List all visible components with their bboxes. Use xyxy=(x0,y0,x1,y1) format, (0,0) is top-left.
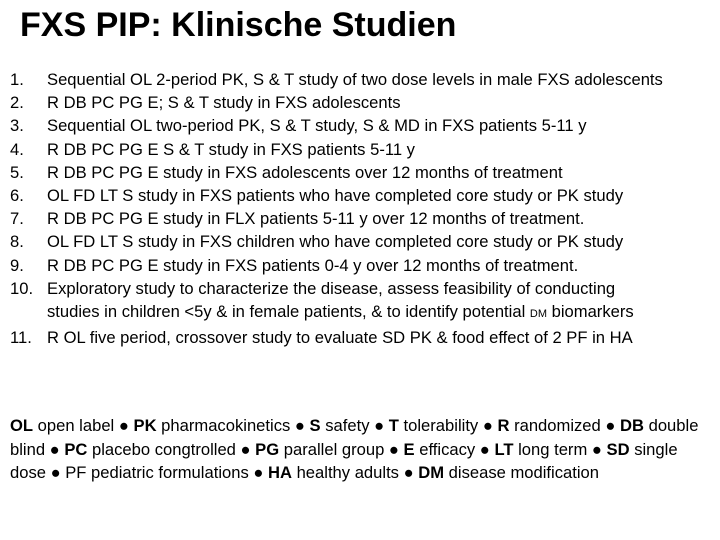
item-text: R DB PC PG E study in FLX patients 5-11 y over 12 months of treatment. xyxy=(47,209,585,229)
legend-def: long term ● xyxy=(513,439,607,459)
list-item xyxy=(10,161,716,184)
legend-abbr: DB xyxy=(620,416,644,435)
item-number: 9. xyxy=(10,255,24,275)
legend-abbr: PC xyxy=(64,439,88,459)
list-item xyxy=(10,207,716,230)
legend-def: disease modification xyxy=(444,463,600,482)
item-text: R DB PC PG E; S & T study in FXS adolescents xyxy=(47,93,401,113)
list-item xyxy=(10,230,716,253)
legend-abbr: DM xyxy=(418,463,445,482)
item-number: 10. xyxy=(10,278,34,298)
legend-abbr: R xyxy=(497,416,510,435)
legend-def: placebo congtrolled ● xyxy=(87,439,256,459)
legend-abbr: OL xyxy=(10,416,34,435)
legend-abbr: S xyxy=(309,416,321,435)
item-number: 11. xyxy=(10,328,32,348)
legend-def: randomized ● xyxy=(509,416,621,435)
item-text: OL FD LT S study in FXS children who have completed core study or PK study xyxy=(47,232,624,252)
item-text: R OL five period, crossover study to evaluate SD PK & food effect of 2 PF in HA xyxy=(47,328,633,348)
list-item xyxy=(10,68,716,91)
list-item xyxy=(10,184,716,207)
legend-def: healthy adults ● xyxy=(291,463,419,482)
legend-abbr: PG xyxy=(255,439,280,459)
list-item xyxy=(10,254,716,277)
item-text: Sequential OL 2-period PK, S & T study of two dose levels in male FXS adolescents xyxy=(47,70,663,89)
item-number: 2. xyxy=(10,93,24,113)
item-number: 7. xyxy=(10,209,24,229)
item-text: R DB PC PG E S & T study in FXS patients 5-11 y xyxy=(47,139,415,159)
item-text xyxy=(47,277,716,326)
item-number: 5. xyxy=(10,162,24,182)
legend-abbr: PK xyxy=(133,416,157,435)
legend-def: efficacy ● xyxy=(414,439,495,459)
abbreviation-legend xyxy=(10,414,710,485)
item-text: R DB PC PG E study in FXS patients 0-4 y over 12 months of treatment. xyxy=(47,255,579,275)
legend-abbr: E xyxy=(403,439,415,459)
legend-def: double blind ● xyxy=(10,416,699,459)
item-text: R DB PC PG E study in FXS adolescents over 12 months of treatment xyxy=(47,162,563,182)
legend-abbr: HA xyxy=(268,463,292,482)
item-text: OL FD LT S study in FXS patients who have completed core study or PK study xyxy=(47,186,624,206)
legend-abbr: T xyxy=(388,416,399,435)
item-number: 3. xyxy=(10,116,24,136)
item-number: 4. xyxy=(10,139,24,159)
item-number: 1. xyxy=(10,70,24,89)
item-text-dm-small: DM xyxy=(529,308,547,321)
list-item xyxy=(10,114,716,137)
list-item xyxy=(10,138,716,161)
item-number: 8. xyxy=(10,232,24,252)
legend-def: tolerability ● xyxy=(398,416,498,435)
legend-def: parallel group ● xyxy=(279,439,404,459)
legend-def: open label ● xyxy=(33,416,134,435)
list-item xyxy=(10,326,716,349)
legend-def: pharmacokinetics ● xyxy=(156,416,310,435)
page-title: FXS PIP: Klinische Studien xyxy=(20,6,457,44)
item-text-line-1: Exploratory study to characterize the disease, assess feasibility of conducting xyxy=(47,278,616,298)
legend-def: safety ● xyxy=(320,416,389,435)
legend-abbr: LT xyxy=(494,439,514,459)
item-text: Sequential OL two-period PK, S & T study, S & MD in FXS patients 5-11 y xyxy=(47,116,587,136)
item-number: 6. xyxy=(10,186,24,206)
study-list xyxy=(10,68,716,349)
item-text-line-2-end: biomarkers xyxy=(547,302,634,322)
legend-abbr: SD xyxy=(606,439,630,459)
item-text-line-2-start: studies in children <5y & in female patients, & to identify potential xyxy=(47,302,530,322)
legend-def: single dose ● PF pediatric formulations ● xyxy=(10,439,678,482)
list-item xyxy=(10,277,716,326)
list-item xyxy=(10,91,716,114)
